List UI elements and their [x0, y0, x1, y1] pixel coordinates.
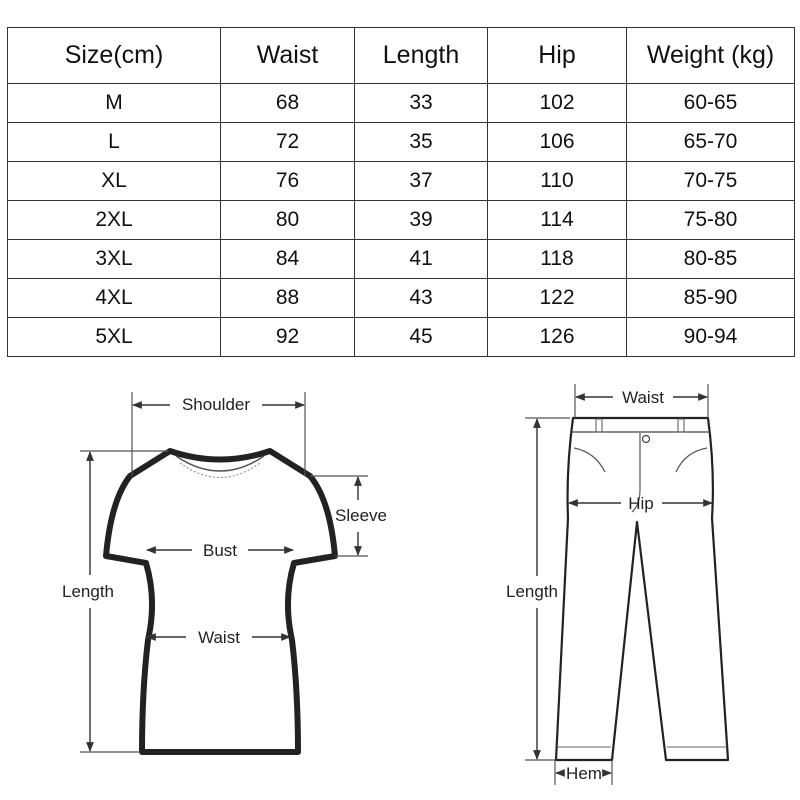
- shoulder-label: Shoulder: [181, 395, 251, 414]
- shirt-waist-label: Waist: [198, 628, 240, 647]
- tshirt-diagram: [62, 392, 387, 752]
- cell-length: 33: [355, 84, 488, 123]
- cell-weight: 85-90: [627, 279, 795, 318]
- cell-hip: 114: [488, 201, 627, 240]
- cell-size: M: [8, 84, 221, 123]
- cell-weight: 75-80: [627, 201, 795, 240]
- cell-hip: 110: [488, 162, 627, 201]
- cell-weight: 80-85: [627, 240, 795, 279]
- header-hip: Hip: [488, 28, 627, 84]
- cell-weight: 90-94: [627, 318, 795, 357]
- bust-label: Bust: [202, 541, 238, 560]
- belt-loop: [596, 419, 602, 432]
- cell-weight: 70-75: [627, 162, 795, 201]
- pocket-right: [676, 448, 707, 472]
- pants-length-label: Length: [506, 582, 558, 601]
- cell-size: XL: [8, 162, 221, 201]
- cell-waist: 92: [221, 318, 355, 357]
- cell-size: 4XL: [8, 279, 221, 318]
- sleeve-label: Sleeve: [335, 506, 387, 525]
- cell-weight: 65-70: [627, 123, 795, 162]
- cell-hip: 126: [488, 318, 627, 357]
- cell-length: 35: [355, 123, 488, 162]
- cell-waist: 68: [221, 84, 355, 123]
- hip-label: Hip: [628, 494, 654, 513]
- cell-size: L: [8, 123, 221, 162]
- cell-length: 43: [355, 279, 488, 318]
- cell-length: 45: [355, 318, 488, 357]
- header-weight: Weight (kg): [627, 28, 795, 84]
- cell-size: 2XL: [8, 201, 221, 240]
- hem-label: Hem: [566, 764, 602, 783]
- pants-outline: [556, 418, 728, 760]
- cell-hip: 122: [488, 279, 627, 318]
- header-size: Size(cm): [8, 28, 221, 84]
- pants-diagram: [506, 384, 728, 785]
- cell-waist: 76: [221, 162, 355, 201]
- cell-weight: 60-65: [627, 84, 795, 123]
- pocket-left: [574, 448, 605, 472]
- header-waist: Waist: [221, 28, 355, 84]
- cell-hip: 106: [488, 123, 627, 162]
- cell-length: 41: [355, 240, 488, 279]
- pants-waist-label: Waist: [622, 388, 664, 407]
- cell-hip: 102: [488, 84, 627, 123]
- cell-waist: 80: [221, 201, 355, 240]
- shirt-length-label: Length: [62, 582, 114, 601]
- belt-loop: [678, 419, 684, 432]
- cell-size: 3XL: [8, 240, 221, 279]
- cell-waist: 72: [221, 123, 355, 162]
- cell-waist: 88: [221, 279, 355, 318]
- cell-length: 37: [355, 162, 488, 201]
- header-length: Length: [355, 28, 488, 84]
- tshirt-outline: [106, 451, 335, 752]
- cell-waist: 84: [221, 240, 355, 279]
- cell-hip: 118: [488, 240, 627, 279]
- button-icon: [643, 436, 650, 443]
- cell-length: 39: [355, 201, 488, 240]
- cell-size: 5XL: [8, 318, 221, 357]
